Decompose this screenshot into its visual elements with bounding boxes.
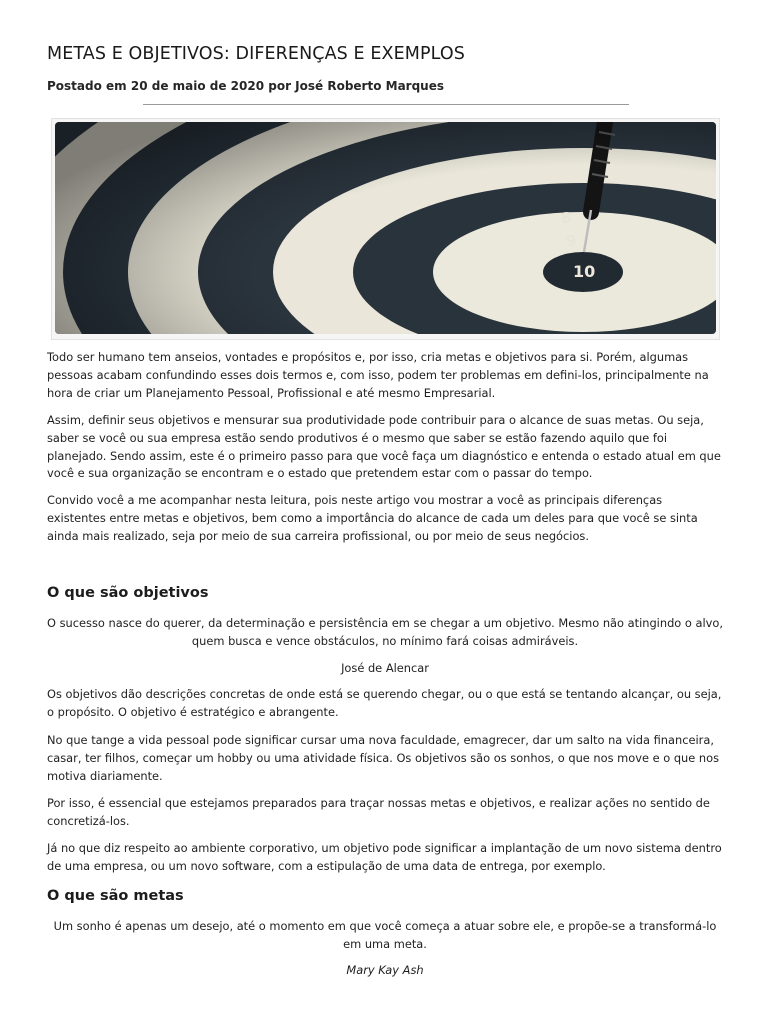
objetivos-paragraph-4: Já no que diz respeito ao ambiente corporativo, um objetivo pode significar a implantação de um novo sistema dentro de uma empresa, ou um novo software, com a estipulação de uma data de entrega, por exemplo. (47, 841, 722, 873)
hero-image (51, 118, 720, 340)
dart-target-icon (55, 122, 716, 334)
quote-metas: Um sonho é apenas um desejo, até o momento em que você começa a atuar sobre ele, e propõe-se a transformá-lo em uma meta. (53, 919, 717, 951)
section-heading-metas: O que são metas (47, 888, 184, 904)
byline-divider (143, 104, 629, 105)
quote-author-objetivos: José de Alencar (341, 661, 429, 675)
objetivos-paragraph-1: Os objetivos dão descrições concretas de onde está se querendo chegar, ou o que está se tentando alcançar, ou seja, o propósito. O objetivo é estratégico e abrangente. (47, 687, 722, 719)
objetivos-paragraph-3: Por isso, é essencial que estejamos preparados para traçar nossas metas e objetivos, e realizar ações no sentido de concretizá-los. (47, 796, 710, 828)
quote-author-metas: Mary Kay Ash (346, 963, 424, 977)
objetivos-paragraph-2: No que tange a vida pessoal pode significar cursar uma nova faculdade, emagrecer, dar um salto na vida financeira, casar, ter filhos, começar um hobby ou uma atividade física. Os objetivos são os sonhos, o que nos move e o que nos motiva diariamente. (47, 733, 720, 783)
intro-paragraph-1: Todo ser humano tem anseios, vontades e propósitos e, por isso, cria metas e objetivos para si. Porém, algumas pessoas acabam confundindo esses dois termos e, com isso, podem ter problemas em defini-los, principalmente na hora de criar um Planejamento Pessoal, Profissional e até mesmo Empresarial. (47, 350, 709, 400)
article-title: METAS E OBJETIVOS: DIFERENÇAS E EXEMPLOS (47, 44, 465, 64)
quote-objetivos: O sucesso nasce do querer, da determinação e persistência em se chegar a um objetivo. Mesmo não atingindo o alvo, quem busca e vence obstáculos, no mínimo fará coisas admiráveis. (47, 616, 723, 648)
article-byline: Postado em 20 de maio de 2020 por José Roberto Marques (47, 79, 445, 93)
intro-paragraph-3: Convido você a me acompanhar nesta leitura, pois neste artigo vou mostrar a você as principais diferenças existentes entre metas e objetivos, bem como a importância do alcance de cada um deles para que você se sinta ainda mais realizado, seja por meio de sua carreira profissional, ou por meio de seus negócios. (47, 493, 698, 543)
section-heading-objetivos: O que são objetivos (47, 585, 209, 601)
intro-paragraph-2: Assim, definir seus objetivos e mensurar sua produtividade pode contribuir para o alcance de suas metas. Ou seja, saber se você ou sua empresa estão sendo produtivos é o mesmo que saber se estão fazendo aquilo que foi planejado. Sendo assim, este é o primeiro passo para que você faça um diagnóstico e entenda o estado atual em que você e sua organização se encontram e o estado que pretendem estar com o passar do tempo. (47, 413, 721, 481)
